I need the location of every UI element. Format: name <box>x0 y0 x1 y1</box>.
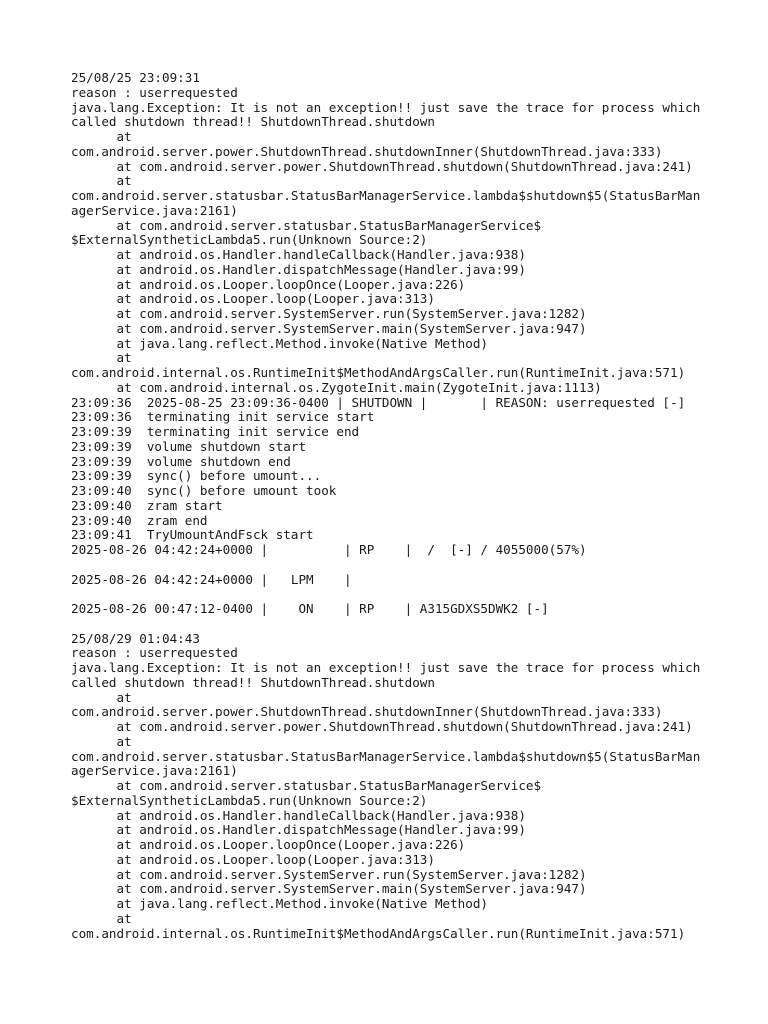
log-line: at com.android.server.SystemServer.run(SystemServer.java:1282) <box>71 866 587 882</box>
log-line: at android.os.Looper.loop(Looper.java:313) <box>71 291 435 307</box>
log-line: at android.os.Handler.handleCallback(Handler.java:938) <box>71 247 526 262</box>
log-line: at com.android.server.SystemServer.main(SystemServer.java:947) <box>71 881 587 897</box>
log-line: called shutdown thread!! ShutdownThread.shutdown <box>71 674 435 690</box>
log-line: 23:09:40 zram end <box>71 512 208 528</box>
log-document <box>71 71 711 941</box>
log-line: 25/08/29 01:04:43 <box>71 630 200 646</box>
log-line: at <box>71 173 132 189</box>
log-line: 23:09:40 sync() before umount took <box>71 483 337 498</box>
log-line: com.android.server.power.ShutdownThread.shutdownInner(ShutdownThread.java:333) <box>71 704 663 720</box>
log-line: 25/08/25 23:09:31 <box>71 70 200 85</box>
log-line: at <box>71 910 132 926</box>
log-line: agerService.java:2161) <box>71 202 238 218</box>
log-line: at com.android.server.power.ShutdownThread.shutdown(ShutdownThread.java:241) <box>71 719 693 734</box>
log-line: 2025-08-26 00:47:12-0400 | ON | RP | A315GDXS5DWK2 [-] <box>71 601 549 616</box>
log-line: at android.os.Looper.loopOnce(Looper.java:226) <box>71 276 466 292</box>
log-line: at com.android.internal.os.ZygoteInit.main(ZygoteInit.java:1113) <box>71 379 602 395</box>
log-line: 23:09:36 2025-08-25 23:09:36-0400 | SHUTDOWN | | REASON: userrequested [-] <box>71 394 686 410</box>
blank-line <box>71 617 711 632</box>
log-line: at android.os.Looper.loop(Looper.java:313) <box>71 851 435 867</box>
log-line: 23:09:40 zram start <box>71 497 223 513</box>
log-line: 2025-08-26 04:42:24+0000 | | RP | / [-] / 4055000(57%) <box>71 542 587 557</box>
log-line: at android.os.Handler.handleCallback(Handler.java:938) <box>71 807 526 823</box>
log-line: 23:09:39 terminating init service end <box>71 424 360 439</box>
log-line: reason : userrequested <box>71 645 238 661</box>
log-line: 23:09:39 volume shutdown start <box>71 438 307 454</box>
log-line: java.lang.Exception: It is not an exception!! just save the trace for process which <box>71 99 701 115</box>
log-line: at <box>71 689 132 705</box>
log-line: at android.os.Looper.loopOnce(Looper.java:226) <box>71 837 466 852</box>
log-line: com.android.server.statusbar.StatusBarManagerService.lambda$shutdown$5(StatusBarMan <box>71 748 701 764</box>
log-line: java.lang.Exception: It is not an exception!! just save the trace for process which <box>71 660 701 675</box>
log-line: agerService.java:2161) <box>71 763 238 779</box>
log-line: com.android.internal.os.RuntimeInit$MethodAndArgsCaller.run(RuntimeInit.java:571) <box>71 365 686 380</box>
log-line: at <box>71 733 132 749</box>
log-line: at android.os.Handler.dispatchMessage(Handler.java:99) <box>71 822 526 838</box>
log-line: at android.os.Handler.dispatchMessage(Handler.java:99) <box>71 261 526 277</box>
log-line: at com.android.server.statusbar.StatusBarManagerService$ <box>71 217 542 233</box>
log-line: called shutdown thread!! ShutdownThread.shutdown <box>71 114 435 130</box>
log-line: at com.android.server.statusbar.StatusBarManagerService$ <box>71 778 542 793</box>
log-line: at com.android.server.SystemServer.main(SystemServer.java:947) <box>71 320 587 336</box>
log-line: 2025-08-26 04:42:24+0000 | LPM | <box>71 571 352 587</box>
log-line: reason : userrequested <box>71 84 238 100</box>
log-line: com.android.server.statusbar.StatusBarManagerService.lambda$shutdown$5(StatusBarMan <box>71 188 701 203</box>
log-line: at com.android.server.power.ShutdownThread.shutdown(ShutdownThread.java:241) <box>71 158 693 174</box>
log-line: at java.lang.reflect.Method.invoke(Native Method) <box>71 335 489 351</box>
log-line: 23:09:39 volume shutdown end <box>71 453 291 469</box>
log-line: at <box>71 129 132 144</box>
log-line: 23:09:39 sync() before umount... <box>71 468 322 484</box>
log-line: $ExternalSyntheticLambda5.run(Unknown Source:2) <box>71 232 428 248</box>
log-line: 23:09:36 terminating init service start <box>71 409 375 425</box>
blank-line <box>71 558 711 573</box>
log-line: com.android.server.power.ShutdownThread.shutdownInner(ShutdownThread.java:333) <box>71 143 663 159</box>
log-line: 23:09:41 TryUmountAndFsck start <box>71 527 314 543</box>
log-line: $ExternalSyntheticLambda5.run(Unknown Source:2) <box>71 792 428 808</box>
log-line: at java.lang.reflect.Method.invoke(Native Method) <box>71 896 489 911</box>
log-line: at com.android.server.SystemServer.run(SystemServer.java:1282) <box>71 306 587 321</box>
log-line: com.android.internal.os.RuntimeInit$MethodAndArgsCaller.run(RuntimeInit.java:571) <box>71 925 686 941</box>
log-line: at <box>71 350 132 366</box>
blank-line <box>71 587 711 602</box>
